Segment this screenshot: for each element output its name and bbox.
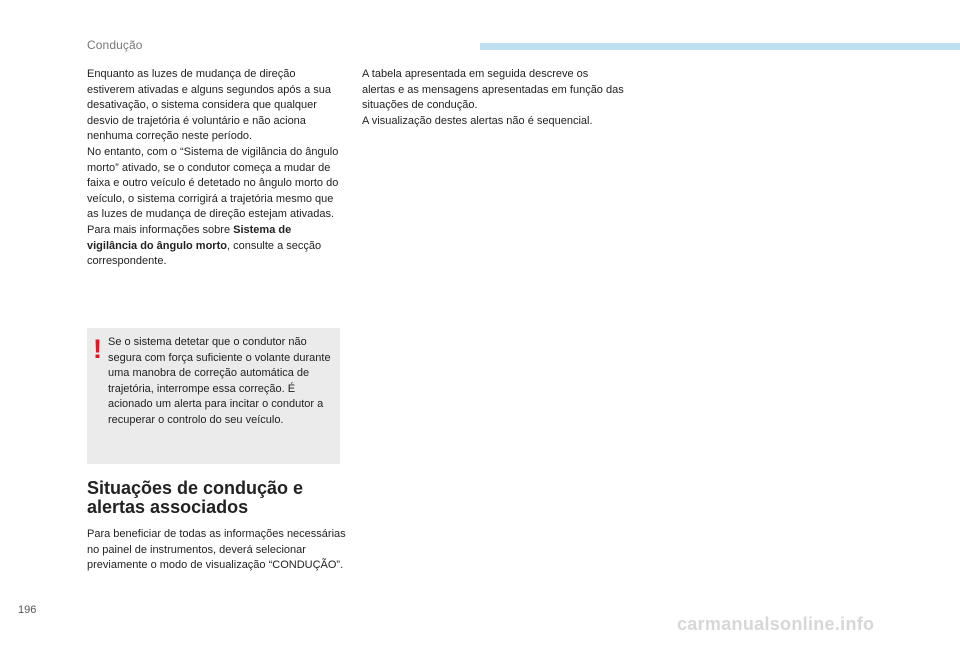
intro-paragraph: Enquanto as luzes de mudança de direção estiverem ativadas e alguns segundos após a sua desativação, o sistema considera que qualquer desvio de trajetória é voluntário e não aciona nenhuma correção neste período.	[87, 68, 331, 143]
warning-exclamation-icon: !	[93, 334, 102, 364]
blind-spot-paragraph: No entanto, com o “Sistema de vigilância do ângulo morto” ativado, se o condutor começa a mudar de faixa e outro veículo é detetado no ângulo morto do veículo, o sistema corrigirá a trajetória mesmo que as luzes de mudança de direção estejam ativadas.	[87, 145, 339, 221]
header-accent-bar	[480, 43, 960, 50]
section-heading: Situações de condução e alertas associados	[87, 478, 304, 517]
table-description-paragraph: A tabela apresentada em seguida descreve os alertas e as mensagens apresentadas em função das situações de condução.	[362, 68, 624, 112]
left-column	[87, 67, 343, 270]
more-info-bold-term: Sistema de vigilância do ângulo morto	[87, 223, 292, 252]
section-label: Condução	[87, 38, 143, 52]
more-info-paragraph	[87, 223, 343, 270]
page-number: 196	[18, 604, 37, 616]
warning-text: Se o sistema detetar que o condutor não segura com força suficiente o volante durante uma manobra de correção automática de trajetória, interrompe essa correção. É acionado um alerta para incitar o condutor a recuperar o controlo do seu veículo.	[108, 336, 331, 426]
section-body: Para beneficiar de todas as informações necessárias no painel de instrumentos, deverá selecionar previamente o modo de visualização “CONDUÇÃO”.	[87, 528, 346, 572]
sequence-note-paragraph: A visualização destes alertas não é sequencial.	[362, 114, 593, 127]
right-column	[362, 67, 624, 129]
watermark: carmanualsonline.info	[677, 614, 875, 634]
more-info-suffix: , consulte a secção correspondente.	[87, 239, 322, 268]
more-info-prefix: Para mais informações sobre	[87, 223, 234, 236]
